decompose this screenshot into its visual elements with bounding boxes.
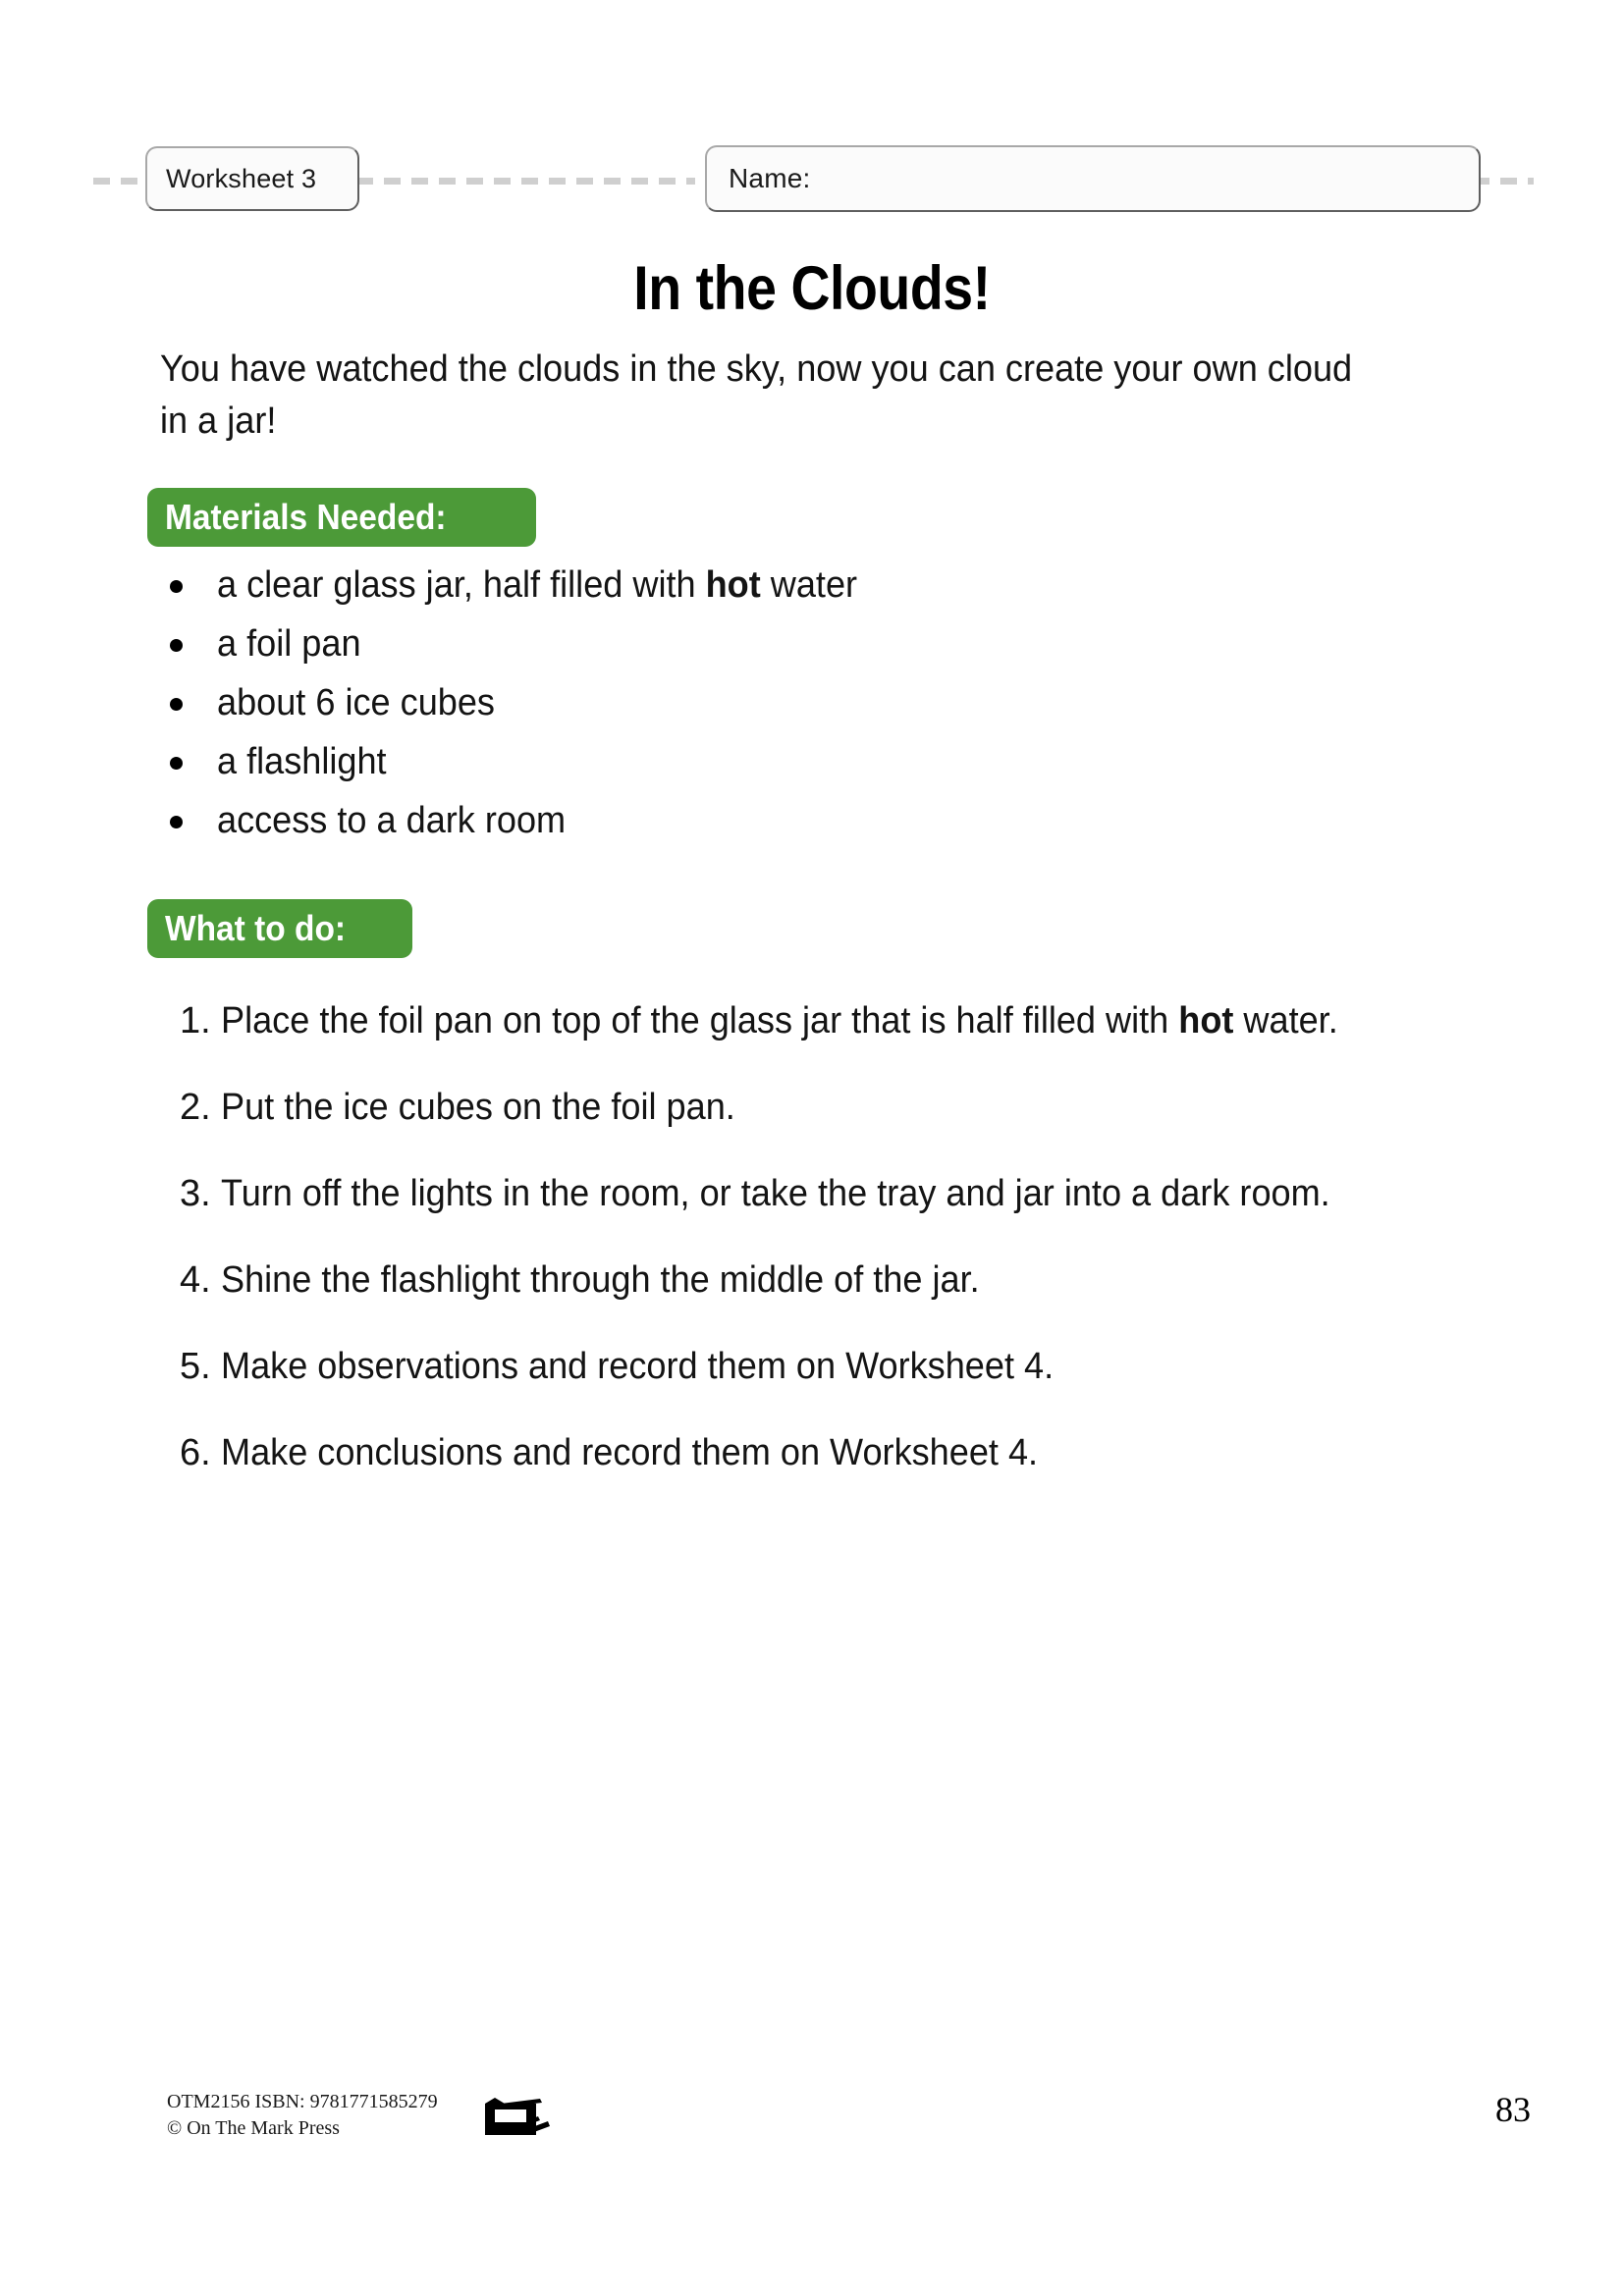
name-field[interactable] xyxy=(705,145,1481,212)
list-item xyxy=(180,1083,1417,1132)
list-item xyxy=(180,1428,1417,1477)
page-number: 83 xyxy=(1495,2090,1531,2129)
list-item xyxy=(180,1342,1417,1391)
bullet-icon xyxy=(170,639,183,652)
step-text-5: Make conclusions and record them on Worksheet 4. xyxy=(221,1432,1039,1473)
step-number-0: 1. xyxy=(180,1000,211,1041)
worksheet-number-label: Worksheet 3 xyxy=(166,163,317,193)
page-title: In the Clouds! xyxy=(633,254,991,323)
bullet-icon xyxy=(170,580,183,593)
materials-needed-heading xyxy=(147,488,536,547)
list-item xyxy=(180,996,1417,1045)
step-number-2: 3. xyxy=(180,1173,211,1214)
bullet-icon xyxy=(170,816,183,828)
step-text-2: Turn off the lights in the room, or take the tray and jar into a dark room. xyxy=(221,1173,1330,1214)
material-text-3: a flashlight xyxy=(217,741,387,782)
footer-copyright: © On The Mark Press xyxy=(167,2117,340,2139)
list-item xyxy=(180,1169,1417,1218)
step-number-1: 2. xyxy=(180,1087,211,1128)
footer-code-isbn: OTM2156 ISBN: 9781771585279 xyxy=(167,2091,438,2112)
what-to-do-label: What to do: xyxy=(165,908,347,948)
list-item xyxy=(160,564,1338,606)
step-number-5: 6. xyxy=(180,1432,211,1473)
step-text-1: Put the ice cubes on the foil pan. xyxy=(221,1087,735,1128)
step-text-4: Make observations and record them on Worksheet 4. xyxy=(221,1346,1055,1387)
material-text-4: access to a dark room xyxy=(217,800,567,841)
on-the-mark-press-logo xyxy=(483,2096,560,2141)
footer-publisher-info xyxy=(167,2089,438,2142)
bullet-icon xyxy=(170,698,183,711)
step-number-4: 5. xyxy=(180,1346,211,1387)
what-to-do-steps xyxy=(180,996,1417,1515)
step-text-3: Shine the flashlight through the middle of the jar. xyxy=(221,1259,980,1301)
material-text-0: a clear glass jar, half filled with hot water xyxy=(217,564,858,606)
dashed-rule-right xyxy=(1473,178,1534,185)
what-to-do-heading xyxy=(147,899,412,958)
list-item xyxy=(160,741,1338,782)
name-field-label: Name: xyxy=(729,163,811,193)
list-item xyxy=(180,1255,1417,1305)
materials-list xyxy=(160,564,1338,859)
list-item xyxy=(160,682,1338,723)
bullet-icon xyxy=(170,757,183,770)
worksheet-number-tag xyxy=(145,146,359,211)
step-number-3: 4. xyxy=(180,1259,211,1301)
worksheet-header xyxy=(0,145,1624,216)
material-text-2: about 6 ice cubes xyxy=(217,682,495,723)
list-item xyxy=(160,623,1338,665)
materials-needed-label: Materials Needed: xyxy=(165,497,447,537)
page-footer xyxy=(0,2089,1624,2177)
material-text-1: a foil pan xyxy=(217,623,361,665)
intro-paragraph: You have watched the clouds in the sky, now you can create your own cloud in a jar! xyxy=(160,348,1353,442)
dashed-rule-middle xyxy=(356,178,695,185)
list-item xyxy=(160,800,1338,841)
step-text-0: Place the foil pan on top of the glass jar that is half filled with hot water. xyxy=(221,1000,1338,1041)
